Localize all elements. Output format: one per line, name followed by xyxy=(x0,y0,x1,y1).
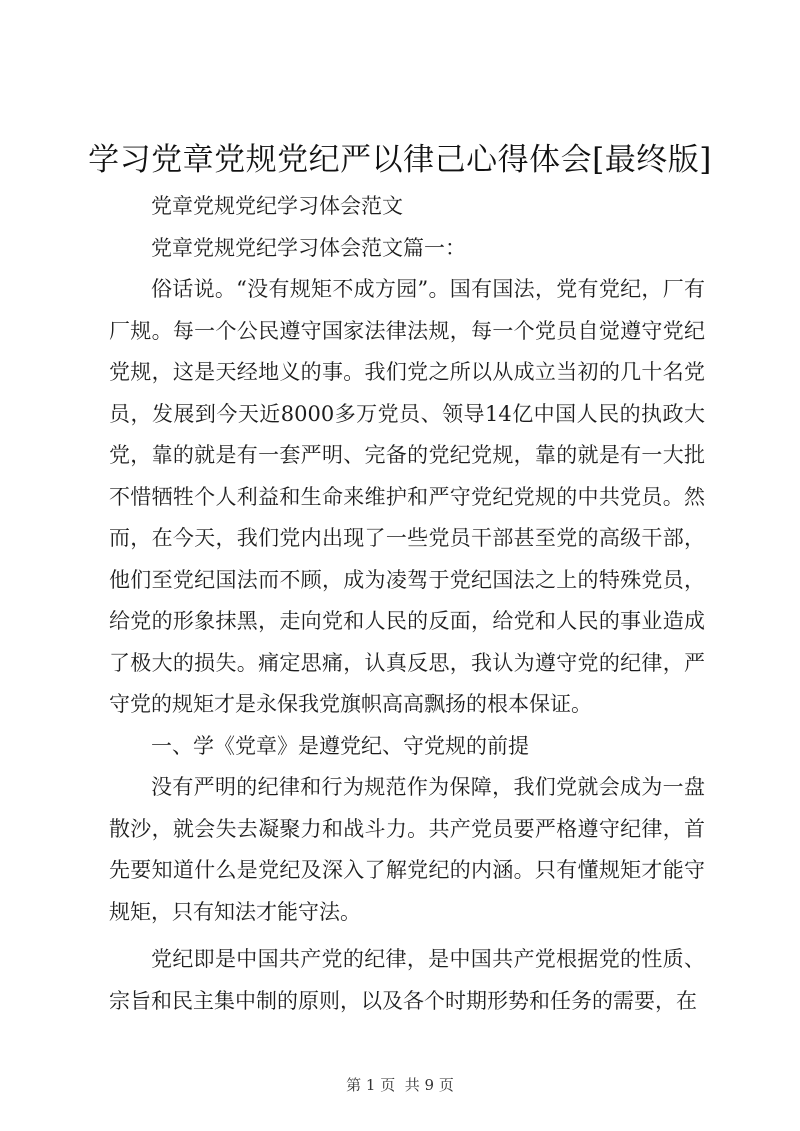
paragraph-discipline: 没有严明的纪律和行为规范作为保障，我们党就会成为一盘散沙，就会失去凝聚力和战斗力。共产党员要严格遵守纪律，首先要知道什么是党纪及深入了解党纪的内涵。只有懂规矩才能守规矩，只有知法才能守法。 xyxy=(109,775,705,924)
page-footer: 第 1 页 共 9 页 xyxy=(346,1076,454,1094)
paragraph-section-heading: 党章党规党纪学习体会范文篇一： xyxy=(151,235,466,260)
paragraph-party-discipline: 党纪即是中国共产党的纪律，是中国共产党根据党的性质、宗旨和民主集中制的原则，以及各个时期形势和任务的需要，在 xyxy=(109,947,705,1013)
paragraph-heading-one: 一、学《党章》是遵党纪、守党规的前提 xyxy=(151,733,529,758)
document-body xyxy=(109,186,705,1022)
paragraph-intro: 俗话说。“没有规矩不成方园”。国有国法，党有党纪，厂有厂规。每一个公民遵守国家法律法规，每一个党员自觉遵守党纪党规，这是天经地义的事。我们党之所以从成立当初的几十名党员，发展到今天近8000多万党员、领导14亿中国人民的执政大党，靠的就是有一套严明、完备的党纪党规，靠的就是有一大批不惜牺牲个人利益和生命来维护和严守党纪党规的中共党员。然而，在今天，我们党内出现了一些党员干部甚至党的高级干部，他们至党纪国法而不顾，成为凌驾于党纪国法之上的特殊党员，给党的形象抹黑，走向党和人民的反面，给党和人民的事业造成了极大的损失。痛定思痛，认真反思，我认为遵守党的纪律，严守党的规矩才是永保我党旗帜高高飘扬的根本保证。 xyxy=(109,277,705,716)
paragraph-subtitle: 党章党规党纪学习体会范文 xyxy=(151,194,403,218)
document-title: 学习党章党规党纪严以律己心得体会[最终版] xyxy=(88,142,712,178)
